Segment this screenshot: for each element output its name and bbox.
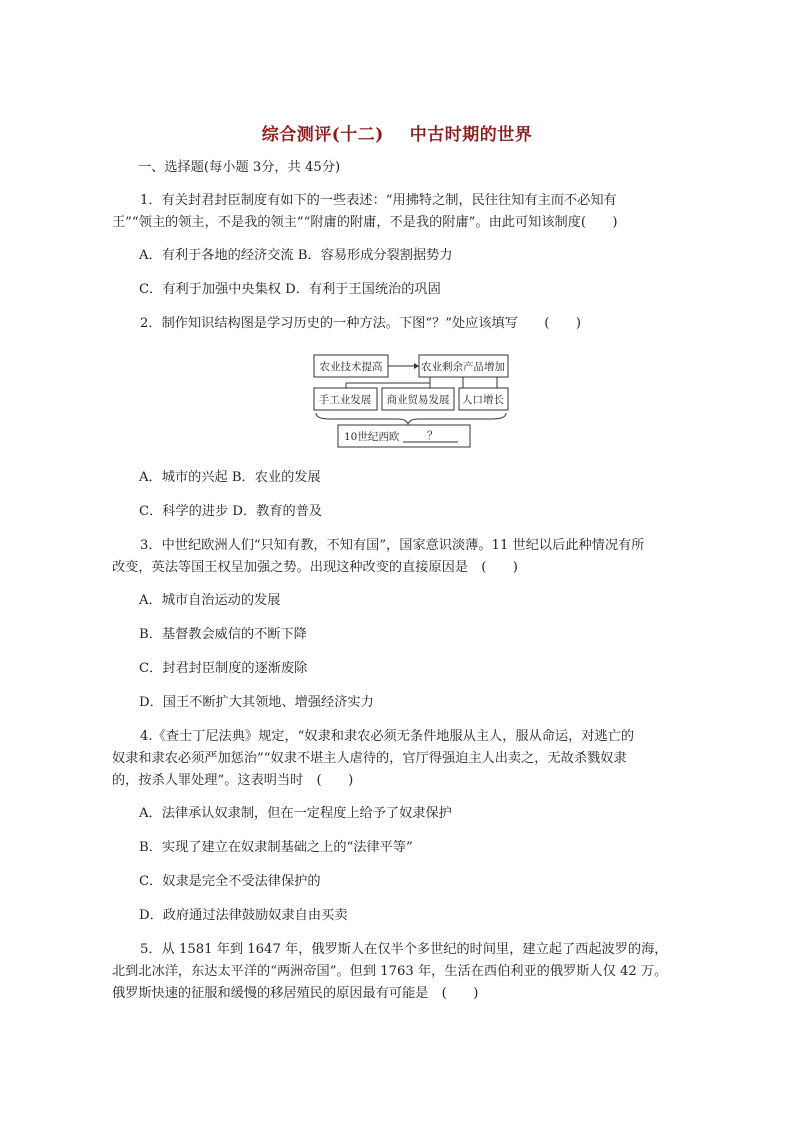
q2-line1: 2．制作知识结构图是学习历史的一种方法。下图“？”处应该填写 ( ) <box>140 316 581 331</box>
title-part1: 综合测评(十二) <box>261 125 384 145</box>
q4-line1: 4.《查士丁尼法典》规定，“奴隶和隶农必须无条件地服从主人，服从命运，对逃亡的 <box>140 729 635 744</box>
q4-option-d[interactable]: D．政府通过法律鼓励奴隶自由买卖 <box>139 908 348 923</box>
section-heading: 一、选择题(每小题 3分，共 45分) <box>138 160 341 175</box>
q1-line2: 王”“领主的领主，不是我的领主”“附庸的附庸，不是我的附庸”。由此可知该制度( ) <box>112 215 618 230</box>
q5-line2: 北到北冰洋，东达太平洋的“两洲帝国”。但到 1763 年，生活在西伯利亚的俄罗斯人仅 42 万。 <box>112 964 668 979</box>
q2-option-ab[interactable]: A．城市的兴起 B．农业的发展 <box>139 470 321 485</box>
diagram-box-commerce-label: 商业贸易发展 <box>386 394 450 406</box>
q3-option-d[interactable]: D．国王不断扩大其领地、增强经济实力 <box>139 695 374 710</box>
q2-option-cd[interactable]: C．科学的进步 D．教育的普及 <box>139 504 323 519</box>
q4-line2: 奴隶和隶农必须严加惩治”“奴隶不堪主人虐待的，官厅得强迫主人出卖之，无故杀戮奴隶 <box>112 751 627 766</box>
title-part2: 中古时期的世界 <box>409 125 533 145</box>
diagram-box-result-prefix: 10世纪西欧 <box>344 431 400 443</box>
diagram-box-population-label: 人口增长 <box>462 394 504 406</box>
q1-line1: 1．有关封君封臣制度有如下的一些表述：“用拂特之制，民往往知有主而不必知有 <box>140 193 617 208</box>
q3-option-b[interactable]: B．基督教会威信的不断下降 <box>139 627 307 642</box>
q3-option-c[interactable]: C．封君封臣制度的逐渐废除 <box>139 661 308 676</box>
q4-line3: 的，按杀人罪处理”。这表明当时 ( ) <box>112 773 354 788</box>
q5-line3: 俄罗斯快速的征服和缓慢的移居殖民的原因最有可能是 ( ) <box>112 986 479 1001</box>
diagram-box-surplus-label: 农业剩余产品增加 <box>421 361 505 373</box>
diagram-box-handicraft-label: 手工业发展 <box>318 394 372 406</box>
diagram-result-question-mark: ？ <box>427 429 438 442</box>
q5-line1: 5．从 1581 年到 1647 年，俄罗斯人在仅半个多世纪的时间里，建立起了西起波罗的海， <box>140 942 668 957</box>
q4-option-a[interactable]: A．法律承认奴隶制，但在一定程度上给予了奴隶保护 <box>139 806 452 821</box>
q1-option-ab[interactable]: A．有利于各地的经济交流 B．容易形成分裂割据势力 <box>139 248 453 263</box>
q4-option-c[interactable]: C．奴隶是完全不受法律保护的 <box>139 874 321 889</box>
diagram-brace <box>316 413 506 424</box>
q3-line1: 3．中世纪欧洲人们“只知有教，不知有国”，国家意识淡薄。11 世纪以后此种情况有所 <box>140 538 645 553</box>
diagram-arrowhead-h <box>414 363 419 369</box>
q1-option-cd[interactable]: C．有利于加强中央集权 D．有利于王国统治的巩固 <box>139 282 441 297</box>
q3-line2: 改变，英法等国王权呈加强之势。出现这种改变的直接原因是 ( ) <box>112 560 518 575</box>
diagram-box-agri-tech-label: 农业技术提高 <box>319 361 383 373</box>
q3-option-a[interactable]: A．城市自治运动的发展 <box>139 593 281 608</box>
q4-option-b[interactable]: B．实现了建立在奴隶制基础之上的“法律平等” <box>139 840 413 855</box>
